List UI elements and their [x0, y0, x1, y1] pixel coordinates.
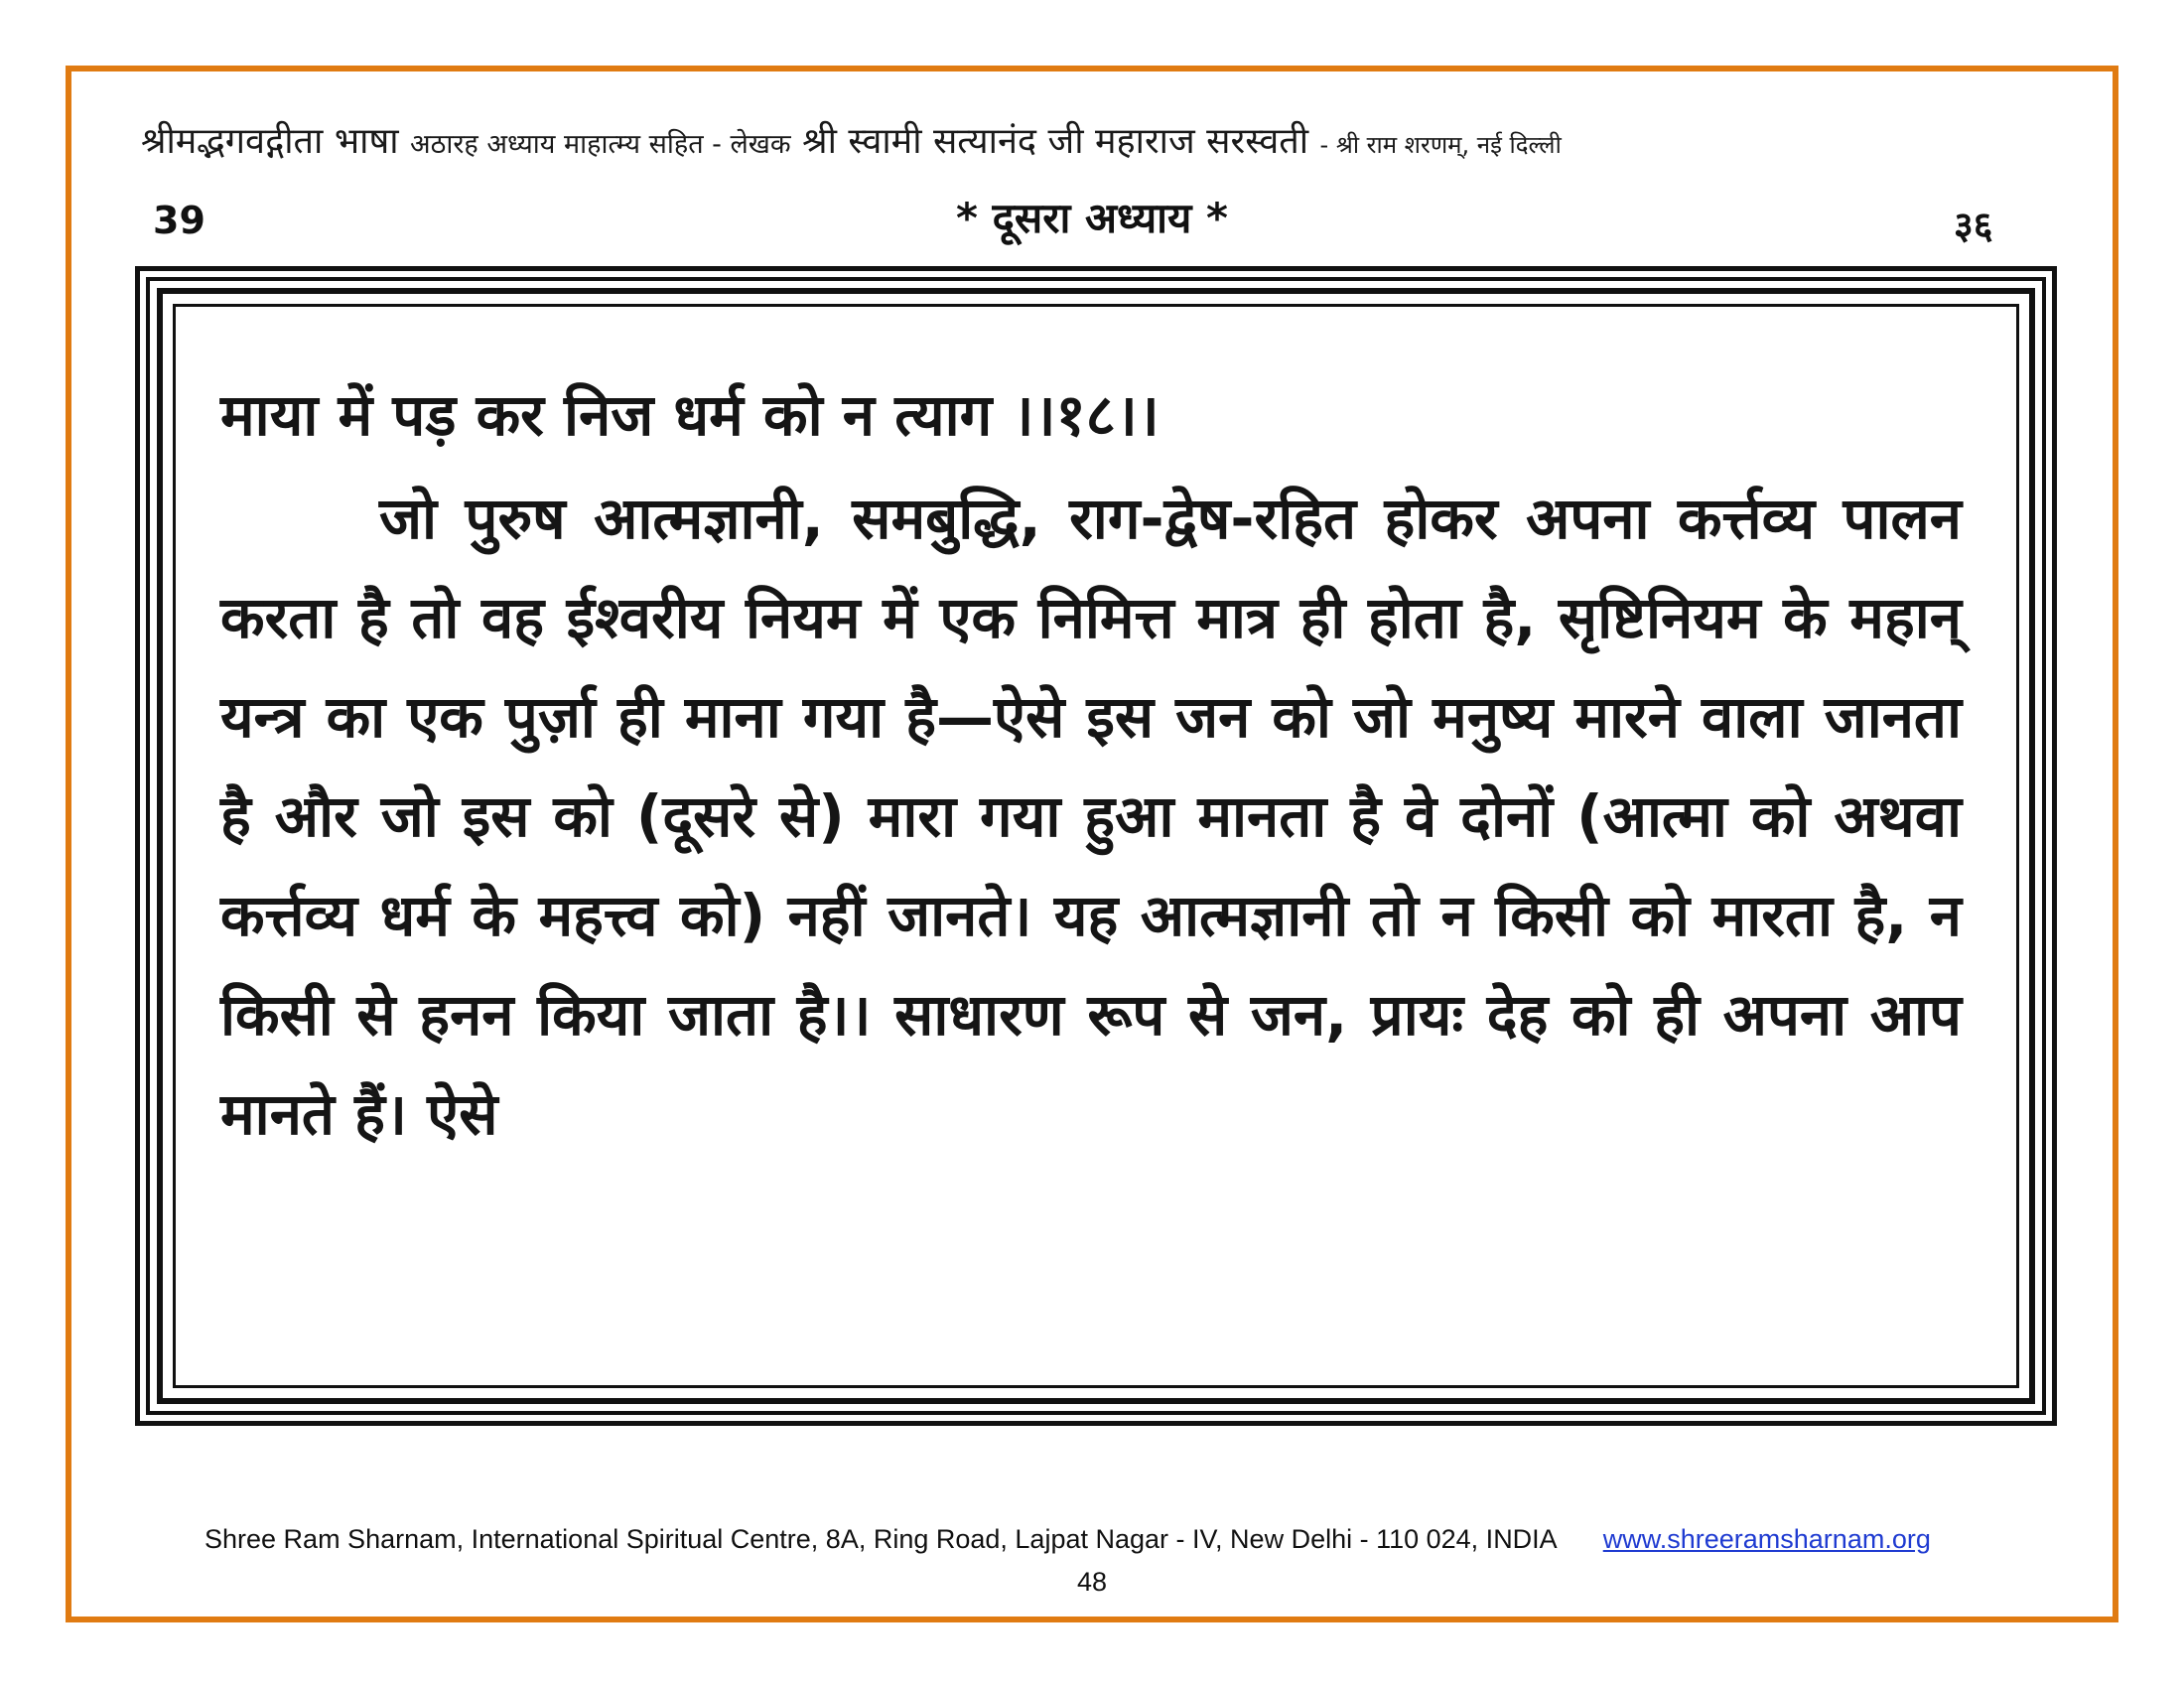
- footer: [205, 1524, 1991, 1555]
- footer-address: Shree Ram Sharnam, International Spiritual Centre, 8A, Ring Road, Lajpat Nagar - IV, New Delhi - 110 024, INDIA: [205, 1524, 1557, 1554]
- page-number-right: ३६: [1954, 204, 1993, 247]
- book-author: श्री स्वामी सत्यानंद जी महाराज सरस्वती: [802, 121, 1309, 162]
- website-link[interactable]: www.shreeramsharnam.org: [1602, 1524, 1931, 1554]
- book-publisher: श्री राम शरणम्, नई दिल्ली: [1335, 131, 1562, 159]
- header-separator: -: [1319, 131, 1336, 159]
- scripture-text: [220, 365, 1962, 1164]
- book-header: [141, 115, 2057, 164]
- book-subtitle: अठारह अध्याय माहात्म्य सहित - लेखक: [410, 129, 791, 160]
- chapter-title: * दूसरा अध्याय *: [955, 194, 1229, 242]
- verse-line: माया में पड़ कर निज धर्म को न त्याग ।।१८।।: [220, 381, 1160, 449]
- commentary-paragraph: जो पुरुष आत्मज्ञानी, समबुद्धि, राग-द्वेष-रहित होकर अपना कर्त्तव्य पालन करता है तो वह ईश्वरीय नियम में एक निमित्त मात्र ही होता है, सृष्टिनियम के महान् यन्त्र का एक पुर्ज़ा ही माना गया है—ऐसे इस जन को जो मनुष्य मारने वाला जानता है और जो इस को (दूसरे से) मारा गया हुआ मानता है वे दोनों (आत्मा को अथवा कर्त्तव्य धर्म के महत्त्व को) नहीं जानते। यह आत्मज्ञानी तो न किसी को मारता है, न किसी से हनन किया जाता है।। साधारण रूप से जन, प्रायः देह को ही अपना आप मानते हैं। ऐसे: [220, 485, 1962, 1148]
- page-number-left: 39: [153, 199, 205, 242]
- book-title: श्रीमद्भगवद्गीता भाषा: [141, 121, 399, 162]
- footer-page-number: 48: [1076, 1567, 1108, 1597]
